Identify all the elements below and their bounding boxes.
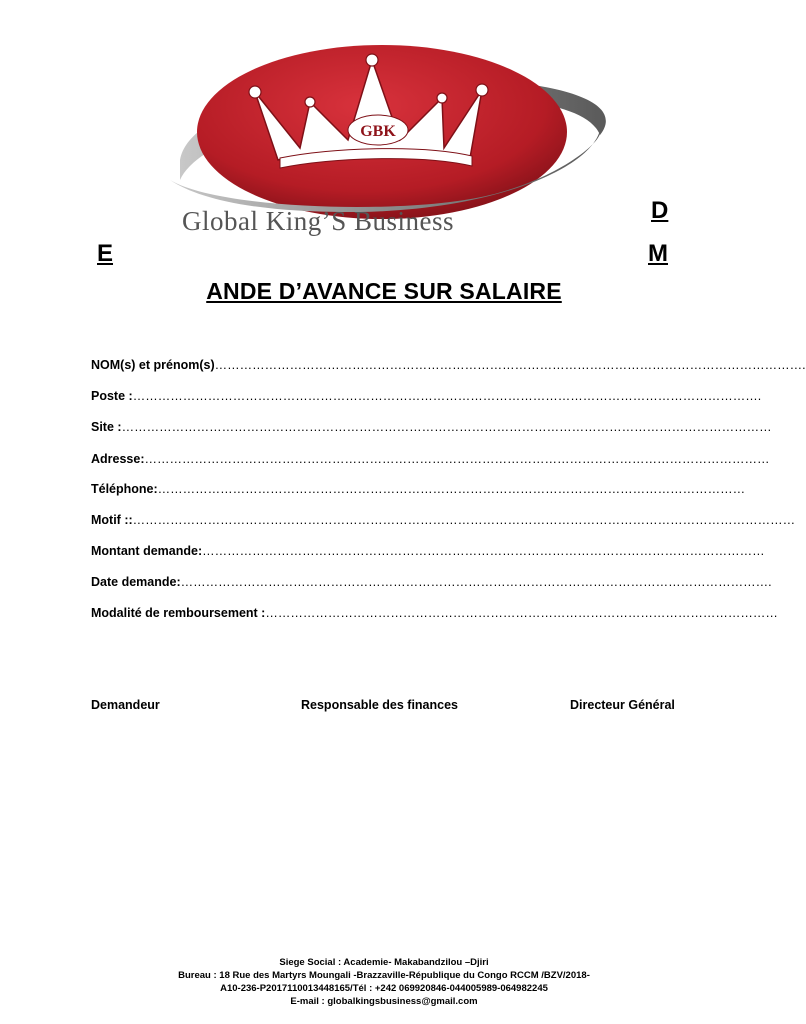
field-modalite[interactable] xyxy=(91,606,778,620)
brand-name: Global King’S Business xyxy=(182,206,455,236)
field-adresse[interactable] xyxy=(91,452,770,466)
field-name[interactable] xyxy=(91,358,806,372)
field-label: Modalité de remboursement : xyxy=(91,606,266,620)
footer-head-office: Siege Social : Academie- Makabandzilou –Djiri xyxy=(279,957,489,968)
side-letter-left: E xyxy=(97,240,114,267)
field-dots: ……………………………………………………………………………………………………………………………………. xyxy=(132,389,762,403)
field-telephone[interactable] xyxy=(91,482,746,496)
field-label: Site : xyxy=(91,420,122,434)
field-montant[interactable] xyxy=(91,544,765,558)
signature-director: Directeur Général xyxy=(570,698,675,712)
field-dots: ………………………………………………………………………………………………………………………………………… xyxy=(121,420,772,434)
field-dots: …………………………………………………………………………………………………………… xyxy=(265,606,778,620)
field-date[interactable] xyxy=(91,575,772,589)
field-label: Montant demande: xyxy=(91,544,203,558)
footer-office-address: Bureau : 18 Rue des Martyrs Moungali -Brazzaville-République du Congo RCCM /BZV/2018- xyxy=(178,970,590,981)
field-label: NOM(s) et prénom(s) xyxy=(91,358,215,372)
side-letter-right-top: D xyxy=(651,197,669,224)
field-dots: ……………………………………………………………………………………………………………………………. xyxy=(180,575,772,589)
field-site[interactable] xyxy=(91,420,772,434)
signature-requester: Demandeur xyxy=(91,698,160,712)
logo-monogram: GBK xyxy=(360,123,396,140)
signature-finance: Responsable des finances xyxy=(301,698,459,712)
field-dots: ……………………………………………………………………………………………………………………………. xyxy=(214,358,806,372)
field-dots: ……………………………………………………………………………………………………………………… xyxy=(202,544,765,558)
field-label: Téléphone: xyxy=(91,482,158,496)
field-poste[interactable] xyxy=(91,389,762,403)
footer-registration-phone: A10-236-P2017110013448165/Tél : +242 069920846-044005989-064982245 xyxy=(220,983,548,994)
field-dots: …………………………………………………………………………………………………………………………………………… xyxy=(132,513,796,527)
field-label: Adresse: xyxy=(91,452,145,466)
document-title: ANDE D’AVANCE SUR SALAIRE xyxy=(206,278,562,304)
side-letter-right-bottom: M xyxy=(648,240,668,267)
field-label: Poste : xyxy=(91,389,133,403)
footer-email: E-mail : globalkingsbusiness@gmail.com xyxy=(290,996,478,1007)
field-dots: …………………………………………………………………………………………………………………………… xyxy=(157,482,746,496)
field-label: Date demande: xyxy=(91,575,181,589)
field-motif[interactable] xyxy=(91,513,796,527)
field-label: Motif :: xyxy=(91,513,133,527)
field-dots: …………………………………………………………………………………………………………………………………… xyxy=(144,452,770,466)
footer xyxy=(0,956,768,1008)
